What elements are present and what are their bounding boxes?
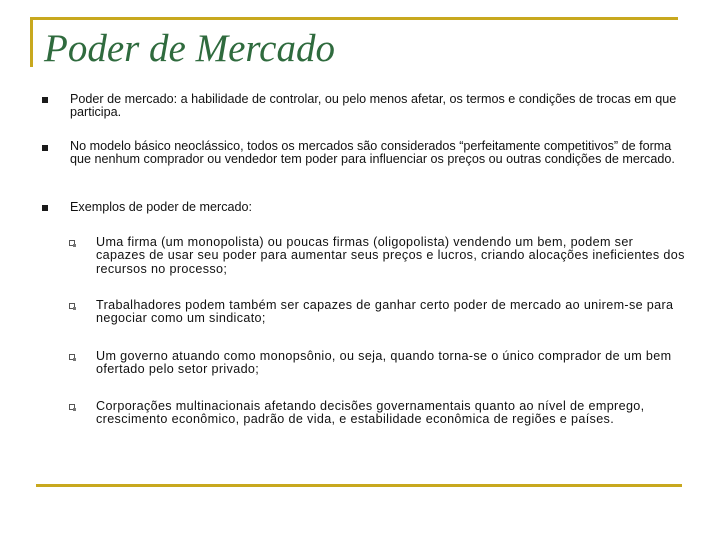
bullet-text: a habilidade de controlar, ou pelo menos afetar, os termos e condições de trocas em que participa.: [70, 92, 677, 120]
hollow-square-icon: [69, 404, 75, 410]
subbullet-text: Trabalhadores podem também ser capazes de ganhar certo poder de mercado ao unirem-se para negociar como um sindicato;: [96, 298, 674, 326]
bullet-text: Exemplos de poder de mercado:: [70, 200, 253, 214]
subbullet-item-government: [96, 350, 686, 377]
hollow-square-icon: [69, 303, 75, 309]
subbullet-text: Uma firma (um monopolista) ou poucas firmas (oligopolista) vendendo um bem, podem ser capazes de usar seu poder para aumentar seus preços e lucros, criando alocações ineficientes dos recursos no processo;: [96, 235, 685, 276]
subbullet-text: Corporações multinacionais afetando decisões governamentais quanto ao nível de emprego, crescimento econômico, padrão de vida, e estabilidade econômica de regiões e países.: [96, 399, 645, 427]
filled-square-icon: [42, 97, 48, 103]
slide-title: Poder de Mercado: [44, 27, 335, 70]
bullet-text: No modelo básico neoclássico, todos os mercados são considerados “perfeitamente competitivos” de forma que nenhum comprador ou vendedor tem poder para influenciar os preços ou outras condições de mercado.: [70, 139, 675, 167]
hollow-square-icon: [69, 354, 75, 360]
bullet-item-examples: [70, 201, 682, 214]
bottom-frame-line: [36, 484, 682, 487]
subbullet-text: Um governo atuando como monopsônio, ou seja, quando torna-se o único comprador de um bem ofertado pelo setor privado;: [96, 349, 672, 377]
bullet-lead: Poder de mercado:: [70, 92, 178, 106]
subbullet-item-multinationals: [96, 400, 686, 427]
bullet-item-market-power: [70, 93, 682, 120]
bullet-item-neoclassical-model: [70, 140, 682, 167]
hollow-square-icon: [69, 240, 75, 246]
filled-square-icon: [42, 145, 48, 151]
subbullet-item-monopoly: [96, 236, 686, 276]
subbullet-item-workers: [96, 299, 686, 326]
filled-square-icon: [42, 205, 48, 211]
